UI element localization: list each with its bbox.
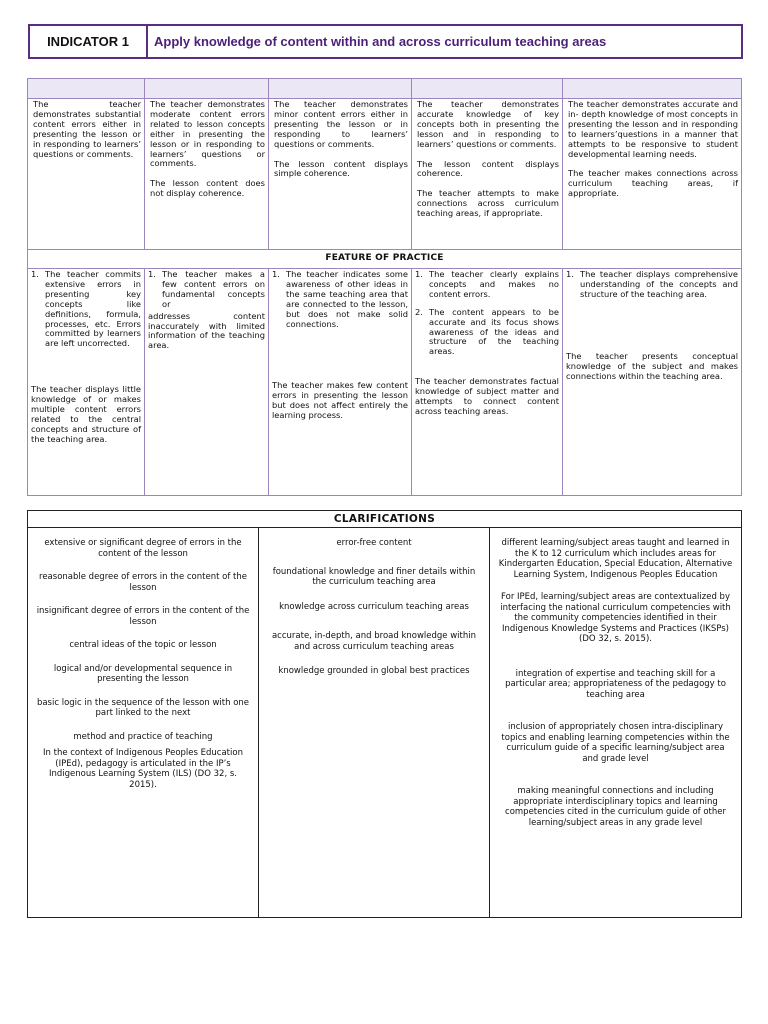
rubric-header-cell <box>145 79 269 99</box>
clarification-item: For IPEd, learning/subject areas are contextualized by interfacing the national curriculum competencies with the community competencies identified in their Indigenous Knowledge Systems and Practices (IKSPs) (DO 32, s. 2015). <box>500 592 731 644</box>
level-2-description <box>145 99 269 250</box>
clarification-item: knowledge grounded in global best practices <box>278 666 470 676</box>
feature-row <box>28 269 742 496</box>
clarification-item: foundational knowledge and finer details within the curriculum teaching area <box>272 566 476 587</box>
feature-item: 1. The teacher makes a few content errors on fundamental concepts or <box>148 269 265 309</box>
clarification-item: logical and/or developmental sequence in presenting the lesson <box>53 663 233 684</box>
clarifications-table <box>27 510 742 918</box>
feature-heading-row <box>28 250 742 269</box>
rubric-header-cell <box>563 79 742 99</box>
clarification-item: basic logic in the sequence of the lesson with one part linked to the next <box>36 697 250 718</box>
clarifications-heading-row <box>28 511 742 528</box>
level-2-features <box>145 269 269 496</box>
clarification-item: accurate, in-depth, and broad knowledge within and across curriculum teaching areas <box>271 631 477 652</box>
clarification-item: insignificant degree of errors in the content of the lesson <box>36 606 250 627</box>
clarifications-body-row <box>28 528 742 918</box>
rubric-header-cell <box>269 79 412 99</box>
clarifications-heading: CLARIFICATIONS <box>28 511 742 528</box>
description-text: The teacher demonstrates accurate and in- depth knowledge of most concepts in presenting the lesson and in responding to learners’questions in a manner that attempts to be responsive to student developmental learning needs. <box>568 99 738 159</box>
feature-item: 2. The content appears to be accurate and its focus shows awareness of the ideas and structure of the teaching areas. <box>415 306 559 357</box>
rubric-header-row <box>28 79 742 99</box>
rubric-header-cell <box>412 79 563 99</box>
level-5-features <box>563 269 742 496</box>
description-text: The teacher demonstrates minor content errors either in presenting the lesson or in responding to learners’ questions or comments. <box>274 99 408 149</box>
description-text: The lesson content does not display coherence. <box>150 178 265 199</box>
description-text: The teacher attempts to make connections across curriculum teaching areas, if appropriate. <box>417 188 559 219</box>
clarification-item: central ideas of the topic or lesson <box>69 640 217 650</box>
description-text: The teacher makes connections across curriculum teaching areas, if appropriate. <box>568 168 738 199</box>
description-text: The teacher demonstrates accurate knowledge of key concepts both in presenting the lesson and in responding to learners’ questions or comments. <box>417 99 559 149</box>
feature-item: 1. The teacher indicates some awareness of other ideas in the same teaching area that are connected to the lesson, but does not make solid connections. <box>272 269 408 329</box>
rubric-table <box>27 78 742 496</box>
feature-heading: FEATURE OF PRACTICE <box>28 250 742 269</box>
description-text: The lesson content displays simple coherence. <box>274 158 408 179</box>
level-1-features <box>28 269 145 496</box>
clarification-item: inclusion of appropriately chosen intra-disciplinary topics and enabling learning competencies within the curriculum guide of a specific learning/subject area and grade level <box>501 722 730 764</box>
clarification-item: method and practice of teaching <box>73 731 213 742</box>
level-4-features <box>412 269 563 496</box>
indicator-title: Apply knowledge of content within and across curriculum teaching areas <box>154 34 607 49</box>
feature-item: 1. The teacher clearly explains concepts and makes no content errors. <box>415 269 559 299</box>
description-text: The lesson content displays coherence. <box>417 158 559 179</box>
description-text: The teacher demonstrates moderate content errors related to lesson concepts either in presenting the lesson or in responding to learners’ questions or comments. <box>150 99 265 169</box>
clarification-item: different learning/subject areas taught and learned in the K to 12 curriculum which includes areas for Kindergarten Education, Special Education, Alternative Learning System, Indigenous Peoples Education <box>498 538 733 580</box>
feature-note: The teacher demonstrates factual knowledge of subject matter and attempts to connect content across teaching areas. <box>415 376 559 416</box>
clarification-item: error-free content <box>336 538 412 548</box>
feature-note: The teacher displays little knowledge of or makes multiple content errors related to the central concepts and structure of the teaching area. <box>31 384 141 444</box>
feature-item: 1. The teacher commits extensive errors in presenting key concepts like definitions, formula, processes, etc. Errors committed by learners are left uncorrected. <box>31 269 141 349</box>
indicator-header <box>28 24 743 59</box>
level-1-description <box>28 99 145 250</box>
feature-note: The teacher makes few content errors in presenting the lesson but does not affect entirely the learning process. <box>272 380 408 421</box>
clarification-item: making meaningful connections and including appropriate interdisciplinary topics and learning competencies cited in the curriculum guide of other learning/subject areas in any grade level <box>505 786 726 828</box>
clarifications-column-1 <box>28 528 259 918</box>
feature-note: The teacher presents conceptual knowledge of the subject and makes connections within the teaching area. <box>566 350 738 381</box>
clarifications-column-3 <box>490 528 742 918</box>
description-text: The teacher demonstrates substantial content errors either in presenting the lesson or in responding to learners’ questions or comments. <box>33 99 141 159</box>
rubric-description-row <box>28 99 742 250</box>
clarification-item: extensive or significant degree of errors in the content of the lesson <box>44 538 242 559</box>
rubric-header-cell <box>28 79 145 99</box>
level-4-description <box>412 99 563 250</box>
level-3-description <box>269 99 412 250</box>
clarification-item: In the context of Indigenous Peoples Education (IPEd), pedagogy is articulated in the IP’s Indigenous Learning System (ILS) (DO 32, s. 2015). <box>43 748 243 790</box>
feature-note: addresses content inaccurately with limited information of the teaching area. <box>148 310 265 351</box>
clarification-item: reasonable degree of errors in the content of the lesson <box>39 572 247 593</box>
clarification-item: knowledge across curriculum teaching areas <box>279 601 469 612</box>
clarifications-column-2 <box>259 528 490 918</box>
level-5-description <box>563 99 742 250</box>
indicator-label: INDICATOR 1 <box>30 26 148 57</box>
feature-item: 1. The teacher displays comprehensive understanding of the concepts and structure of the teaching area. <box>566 269 738 299</box>
level-3-features <box>269 269 412 496</box>
clarification-item: integration of expertise and teaching skill for a particular area; appropriateness of the pedagogy to teaching area <box>505 668 726 700</box>
